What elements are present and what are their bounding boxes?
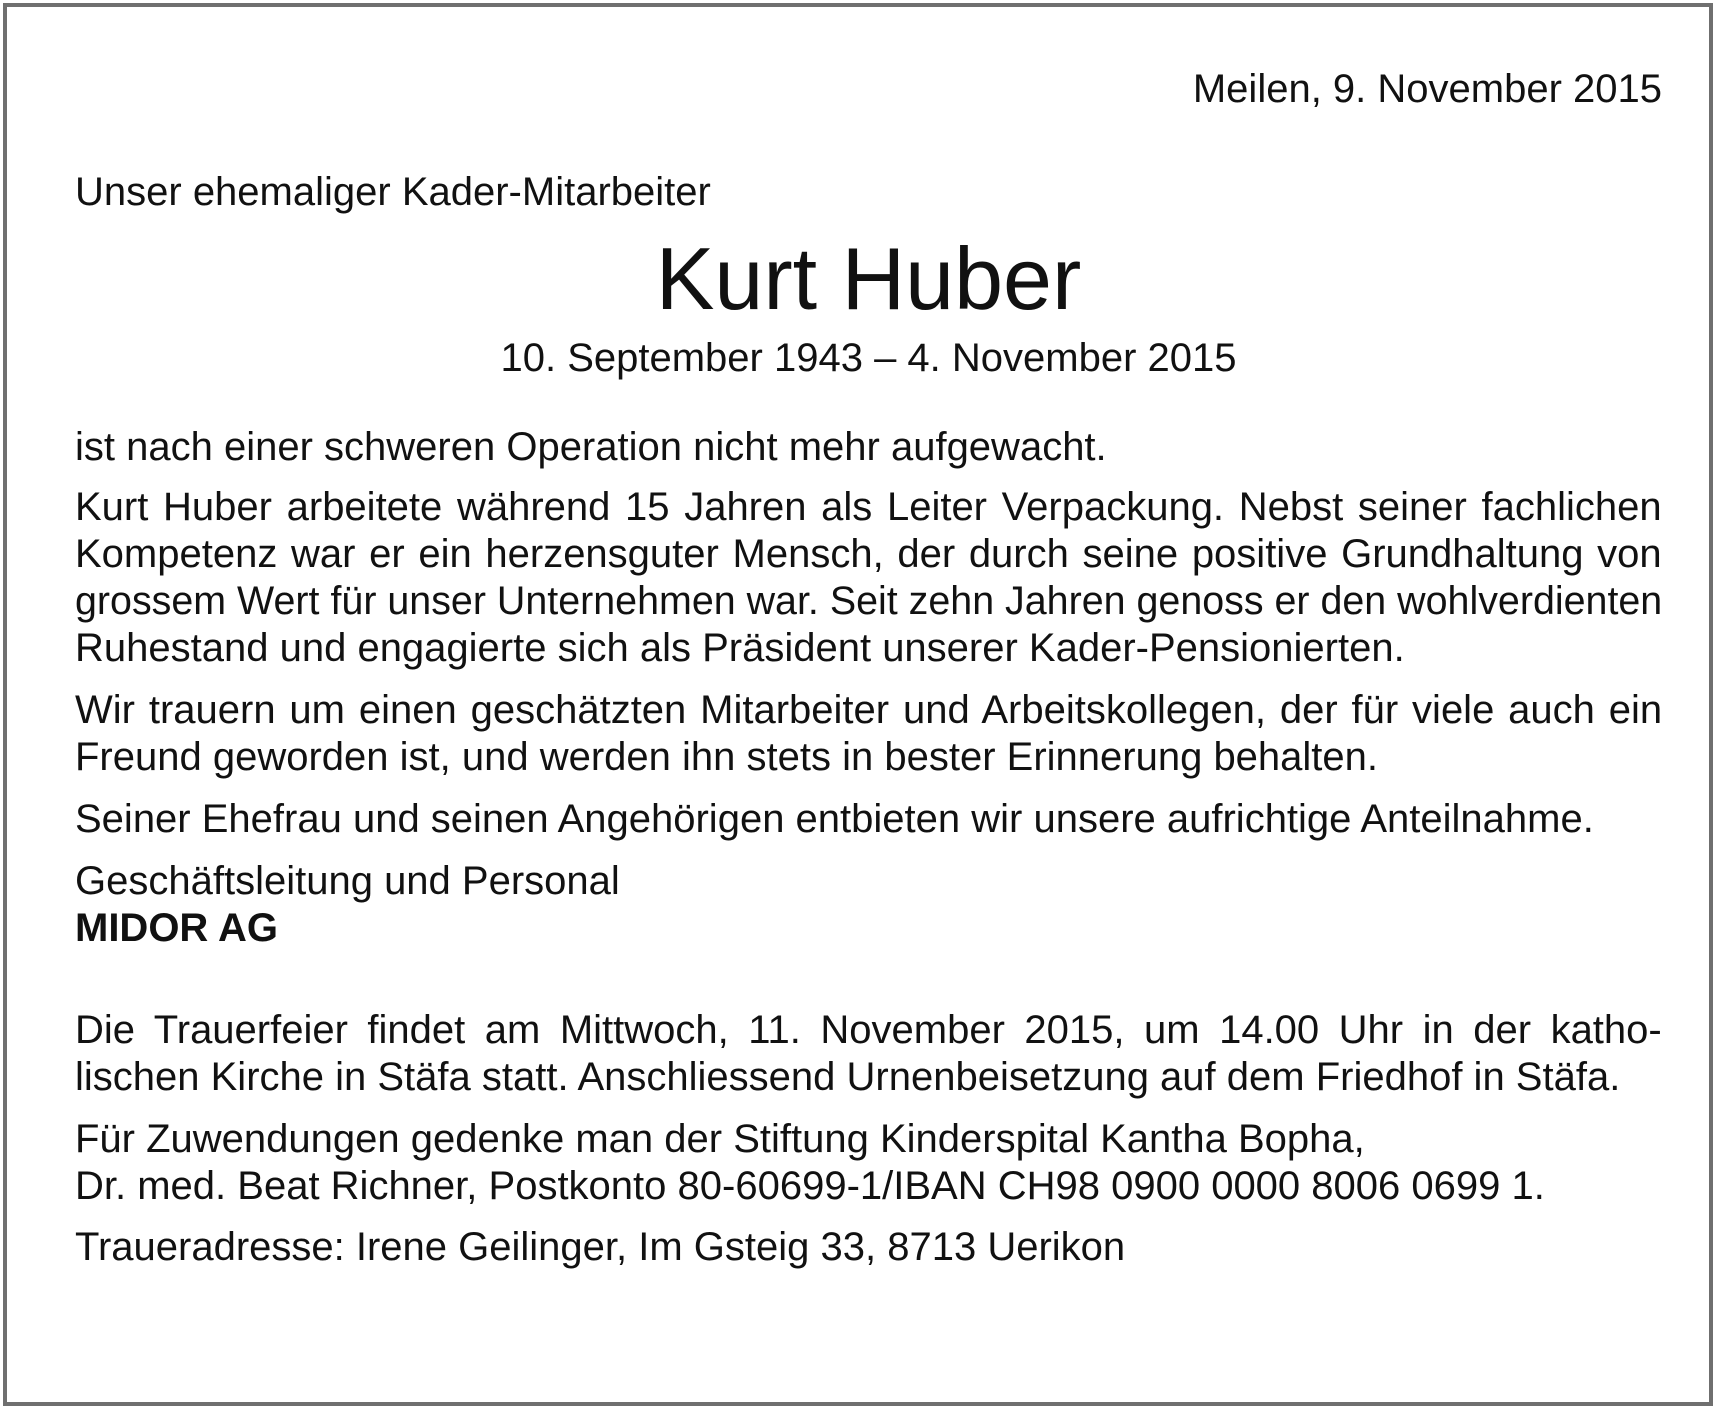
paragraph-line: Kurt Huber arbeitete während 15 Jahren als Leiter Verpackung. Nebst seiner fachlichen	[75, 485, 1662, 529]
paragraph-line: Kompetenz war er ein herzensguter Mensch, der durch seine positive Grundhaltung von	[75, 532, 1662, 576]
company-name: MIDOR AG	[75, 906, 278, 950]
place-date: Meilen, 9. November 2015	[1192, 67, 1662, 111]
mourning-address: Traueradresse: Irene Geilinger, Im Gsteig 33, 8713 Uerikon	[75, 1225, 1126, 1269]
funeral-line: Die Trauerfeier findet am Mittwoch, 11. November 2015, um 14.00 Uhr in der katho-	[75, 1008, 1662, 1052]
paragraph-line: Ruhestand und engagierte sich als Präsident unserer Kader-Pensionierten.	[75, 626, 1405, 670]
funeral-line: lischen Kirche in Stäfa statt. Anschliessend Urnenbeisetzung auf dem Friedhof in Stäfa.	[75, 1055, 1621, 1099]
paragraph-operation: ist nach einer schweren Operation nicht mehr aufgewacht.	[75, 425, 1107, 469]
signature-line: Geschäftsleitung und Personal	[75, 859, 620, 903]
intro-text: Unser ehemaliger Kader-Mitarbeiter	[75, 170, 711, 214]
donation-line: Für Zuwendungen gedenke man der Stiftung Kinderspital Kantha Bopha,	[75, 1117, 1365, 1161]
paragraph-line: Freund geworden ist, und werden ihn stets in bester Erinnerung behalten.	[75, 735, 1379, 779]
deceased-name: Kurt Huber	[655, 229, 1082, 328]
life-dates: 10. September 1943 – 4. November 2015	[500, 336, 1237, 380]
paragraph-line: Wir trauern um einen geschätzten Mitarbeiter und Arbeitskollegen, der für viele auch ein	[75, 688, 1663, 732]
paragraph-condolence: Seiner Ehefrau und seinen Angehörigen entbieten wir unsere aufrichtige Anteilnahme.	[75, 797, 1594, 841]
donation-line: Dr. med. Beat Richner, Postkonto 80-60699-1/IBAN CH98 0900 0000 8006 0699 1.	[75, 1164, 1545, 1208]
obituary-notice	[3, 3, 1713, 1406]
paragraph-line: grossem Wert für unser Unternehmen war. Seit zehn Jahren genoss er den wohlverdienten	[75, 579, 1663, 623]
